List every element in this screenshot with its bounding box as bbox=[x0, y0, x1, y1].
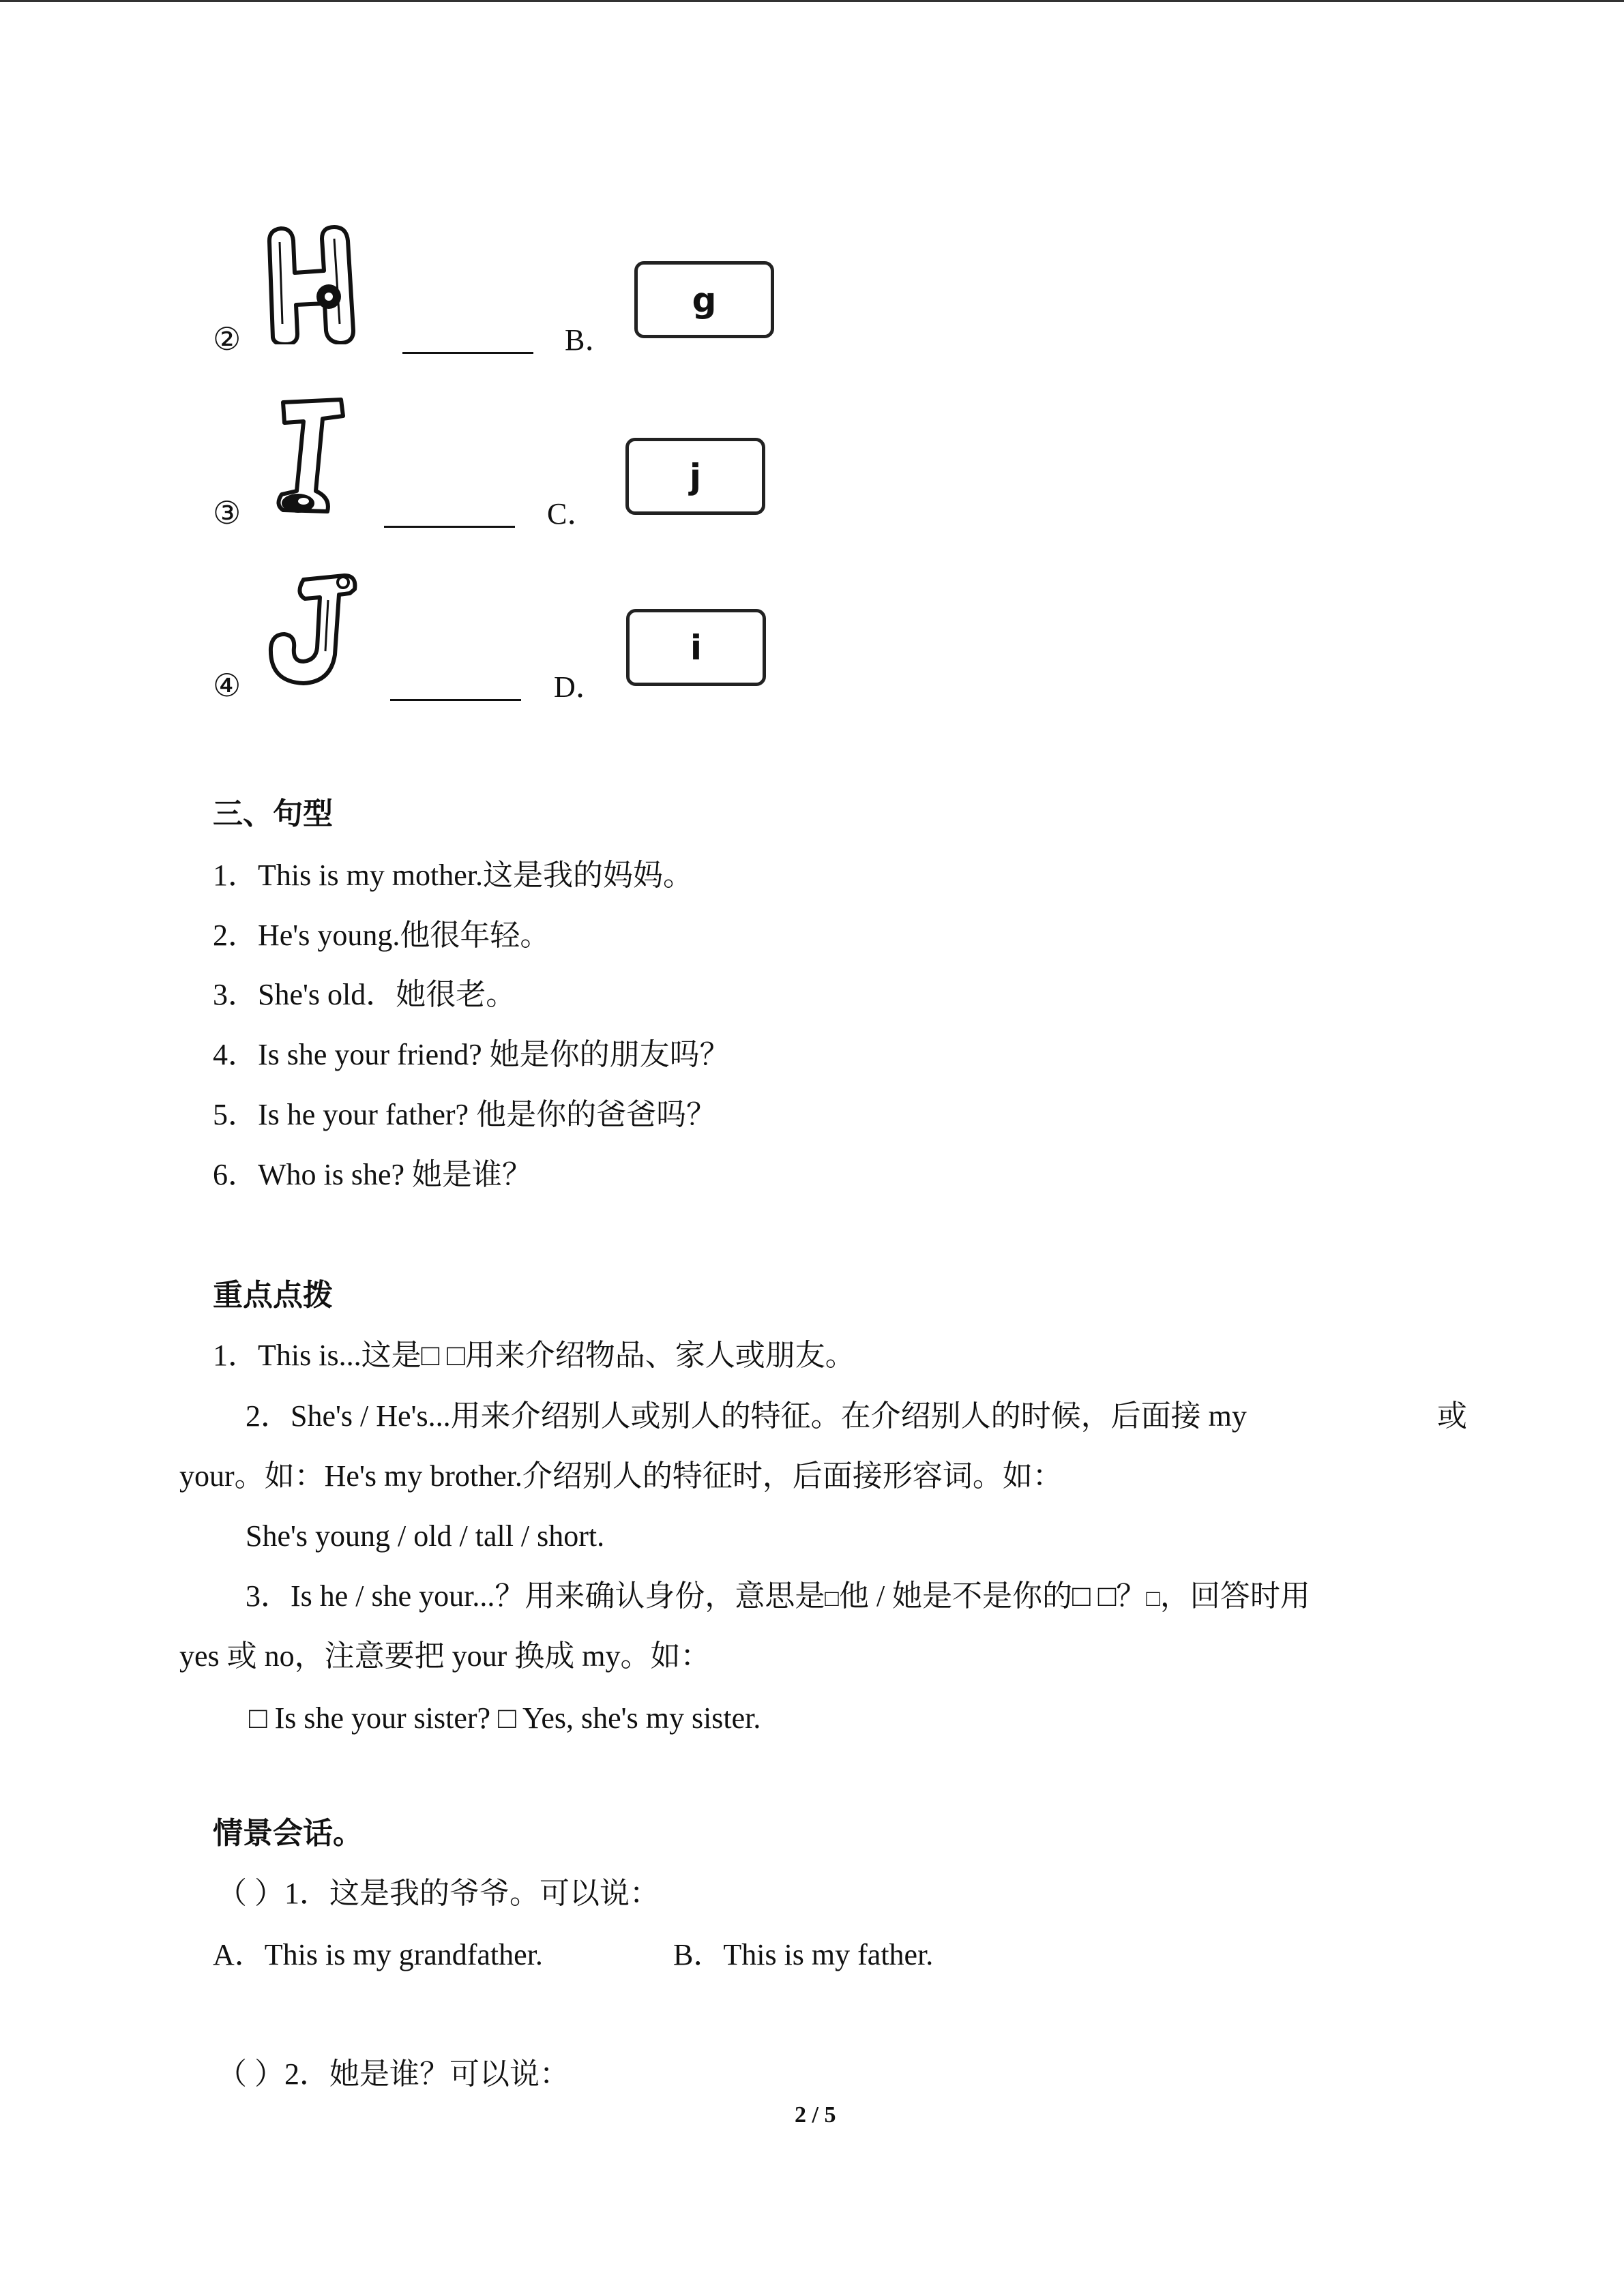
page-top-rule bbox=[0, 0, 1624, 2]
answer-blank[interactable] bbox=[384, 494, 515, 528]
option-letter: B． bbox=[565, 323, 615, 357]
option-a: A．This is my grandfather. bbox=[213, 1938, 543, 1971]
uppercase-letter-j-picture bbox=[263, 566, 365, 689]
lowercase-letter: j bbox=[689, 456, 702, 496]
uppercase-letter-h-picture bbox=[259, 222, 368, 344]
sentence-item: 2．He's young.他很年轻。 bbox=[213, 919, 550, 952]
sentence-item: 5．Is he your father? 他是你的爸爸吗？ bbox=[213, 1098, 717, 1131]
option-letter: C． bbox=[547, 497, 597, 531]
option-b: B．This is my father. bbox=[673, 1938, 934, 1971]
section-title: 三、句型 bbox=[213, 797, 333, 831]
option-letter: D． bbox=[554, 670, 606, 704]
keypoint-3-line: yes 或 no，注意要把 your 换成 my。如： bbox=[179, 1639, 711, 1673]
section-title: 情景会话。 bbox=[213, 1817, 363, 1850]
keypoint-1: 1．This is...这是□ □用来介绍物品、家人或朋友。 bbox=[213, 1339, 855, 1372]
lowercase-letter-card bbox=[626, 609, 766, 686]
lowercase-letter-card bbox=[625, 438, 765, 515]
keypoint-2-example: She's young / old / tall / short. bbox=[246, 1519, 605, 1553]
answer-blank[interactable] bbox=[390, 668, 521, 701]
keypoint-3-line: 3．Is he / she your...？用来确认身份，意思是□他 / 她是不是你的□ □？□，回答时用 bbox=[246, 1579, 1310, 1613]
question-1: （ ）1．这是我的爷爷。可以说： bbox=[217, 1877, 660, 1910]
page-number: 2 / 5 bbox=[795, 2102, 836, 2128]
sentence-item: 1．This is my mother.这是我的妈妈。 bbox=[213, 859, 693, 892]
lowercase-letter-card bbox=[634, 261, 774, 338]
sentence-item: 6．Who is she? 她是谁？ bbox=[213, 1158, 533, 1191]
keypoint-3-text: 他 / 她是不是你的□ □？ bbox=[838, 1579, 1147, 1613]
keypoint-2-line: 2．She's / He's...用来介绍别人或别人的特征。在介绍别人的时候，后面接 my bbox=[246, 1399, 1247, 1433]
section-title: 重点点拨 bbox=[213, 1279, 333, 1312]
keypoint-3-text: 3．Is he / she your...？用来确认身份，意思是 bbox=[246, 1579, 825, 1613]
lowercase-letter: g bbox=[692, 280, 717, 320]
row-number: ③ bbox=[213, 496, 241, 531]
keypoint-2-line: your。如：He's my brother.介绍别人的特征时，后面接形容词。如： bbox=[179, 1459, 1063, 1493]
question-2: （ ）2．她是谁？可以说： bbox=[217, 2057, 570, 2091]
answer-blank[interactable] bbox=[402, 320, 533, 354]
keypoint-3-text: ，回答时用 bbox=[1160, 1579, 1310, 1613]
row-number: ② bbox=[213, 322, 241, 357]
keypoint-3-example: □ Is she your sister? □ Yes, she's my sister. bbox=[249, 1701, 761, 1735]
row-number: ④ bbox=[213, 668, 241, 703]
uppercase-letter-i-picture bbox=[263, 396, 351, 518]
sentence-item: 4．Is she your friend? 她是你的朋友吗？ bbox=[213, 1038, 730, 1071]
sentence-item: 3．She's old．她很老。 bbox=[213, 978, 516, 1011]
keypoint-2-line: 或 bbox=[1437, 1399, 1467, 1433]
lowercase-letter: i bbox=[690, 627, 703, 668]
